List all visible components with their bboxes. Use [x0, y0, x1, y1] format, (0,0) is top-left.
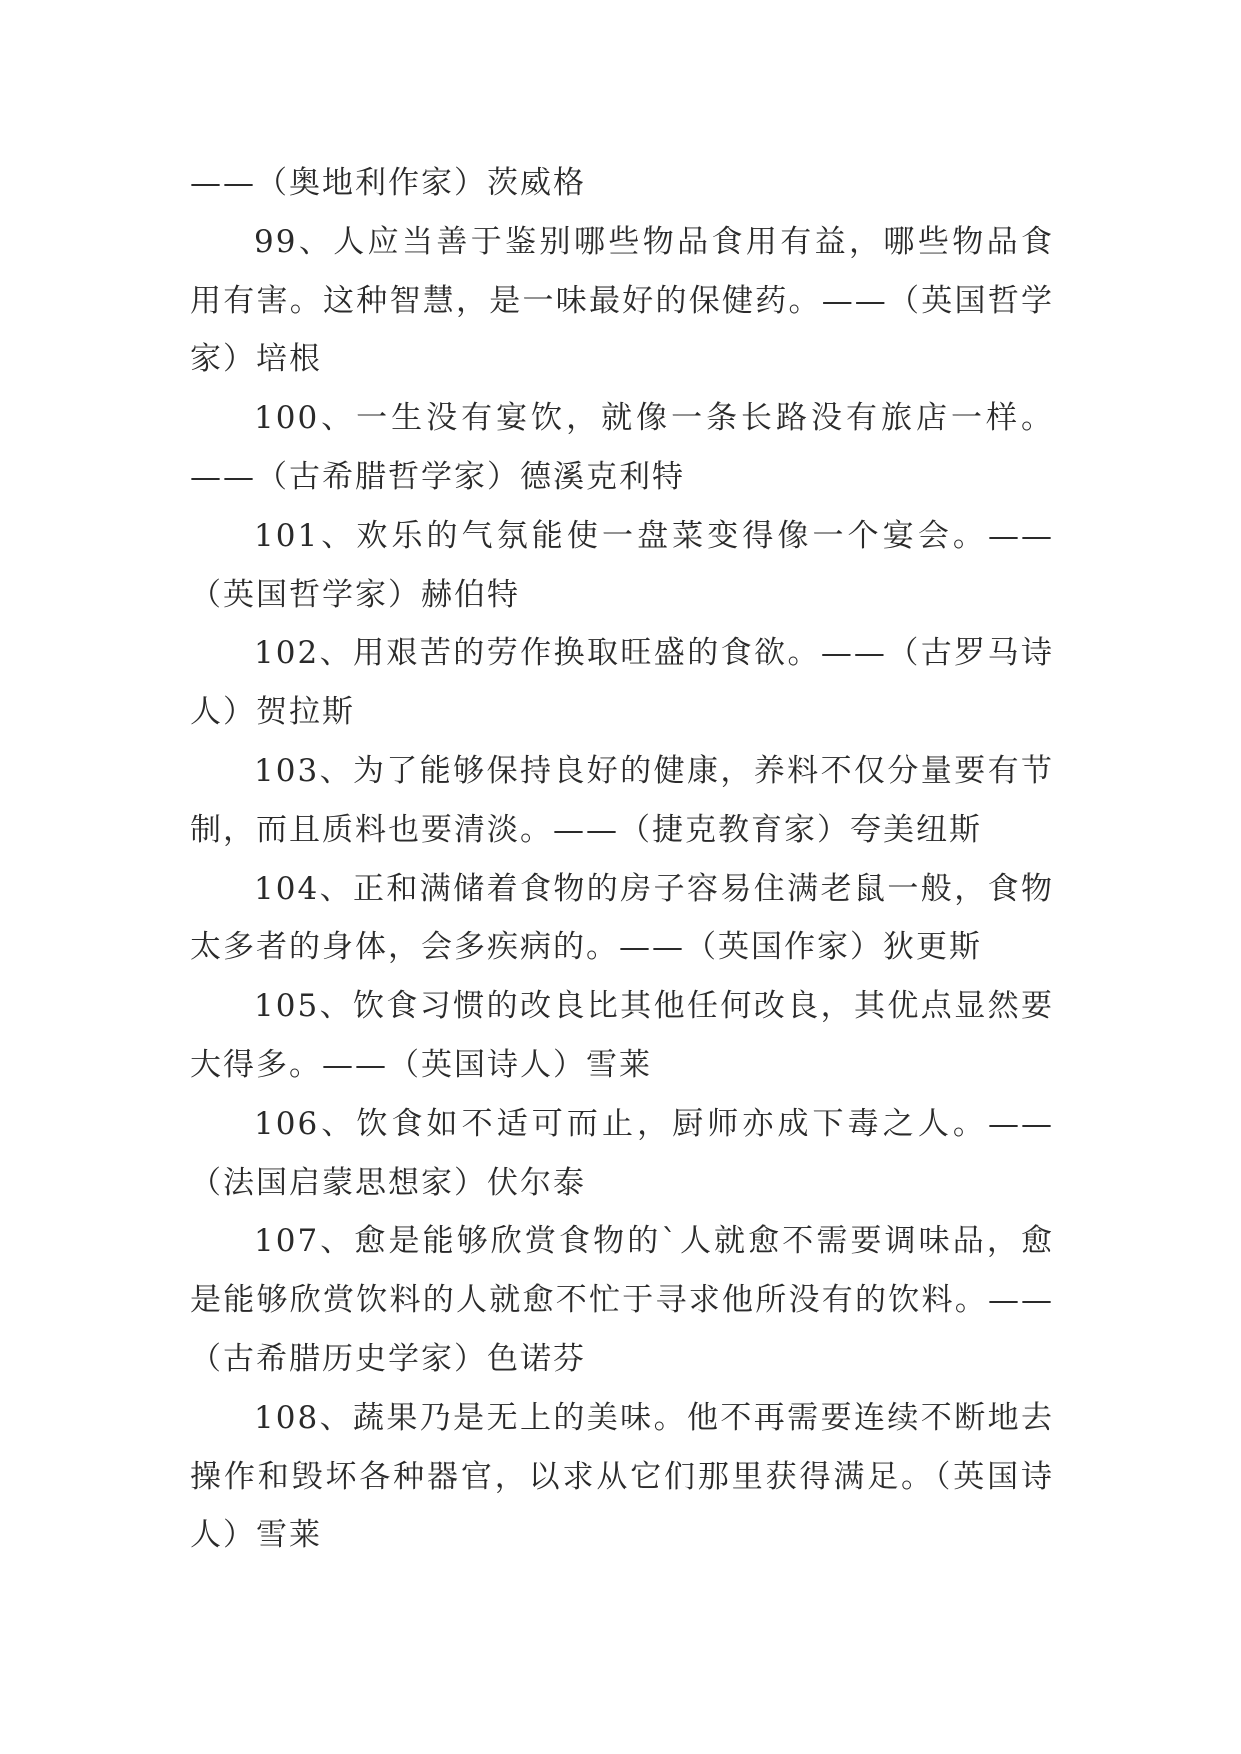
quote-103: 103、为了能够保持良好的健康，养料不仅分量要有节制，而且质料也要清淡。——（捷克教育家）夸美纽斯 — [190, 752, 1054, 848]
quote-101: 101、欢乐的气氛能使一盘菜变得像一个宴会。——（英国哲学家）赫伯特 — [190, 517, 1054, 613]
quote-104: 104、正和满储着食物的房子容易住满老鼠一般，食物太多者的身体，会多疾病的。——（英国作家）狄更斯 — [190, 870, 1054, 966]
quote-99: 99、人应当善于鉴别哪些物品食用有益，哪些物品食用有害。这种智慧，是一味最好的保健药。——（英国哲学家）培根 — [190, 223, 1054, 378]
quote-108: 108、蔬果乃是无上的美味。他不再需要连续不断地去操作和毁坏各种器官，以求从它们那里获得满足。（英国诗人）雪莱 — [190, 1399, 1054, 1554]
quote-102: 102、用艰苦的劳作换取旺盛的食欲。——（古罗马诗人）贺拉斯 — [190, 635, 1054, 731]
quote-107: 107、愈是能够欣赏食物的`人就愈不需要调味品，愈是能够欣赏饮料的人就愈不忙于寻求他所没有的饮料。——（古希腊历史学家）色诺芬 — [190, 1223, 1054, 1377]
quote-105: 105、饮食习惯的改良比其他任何改良，其优点显然要大得多。——（英国诗人）雪莱 — [190, 988, 1054, 1083]
quote-106: 106、饮食如不适可而止，厨师亦成下毒之人。——（法国启蒙思想家）伏尔泰 — [190, 1105, 1054, 1201]
quote-attribution-continued: ——（奥地利作家）茨威格 — [190, 165, 586, 201]
quote-100: 100、一生没有宴饮，就像一条长路没有旅店一样。——（古希腊哲学家）德溪克利特 — [190, 400, 1054, 495]
quote-list — [190, 154, 1054, 1565]
